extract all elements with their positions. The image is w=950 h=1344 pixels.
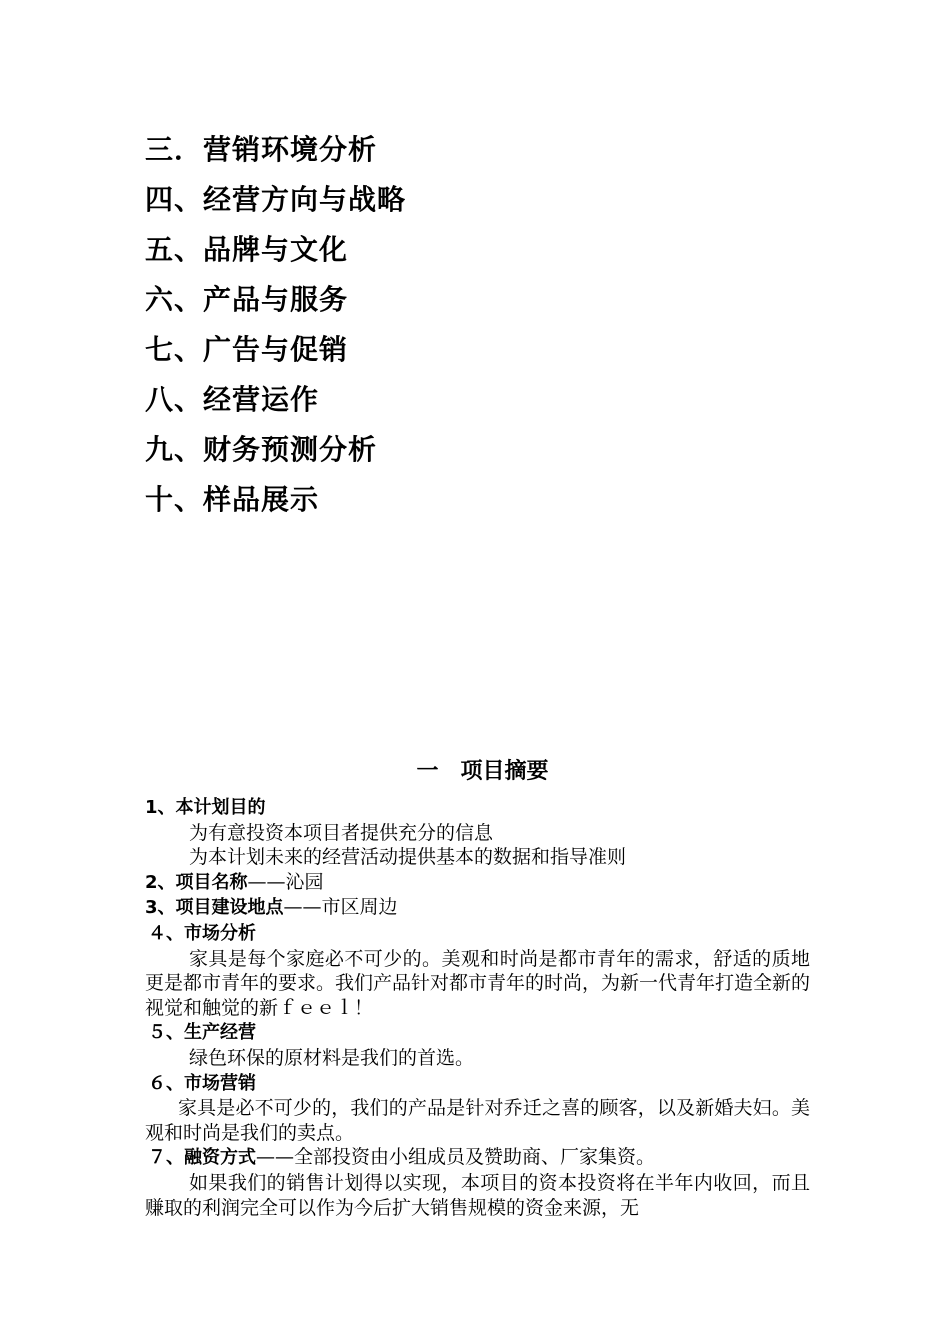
table-of-contents [145,128,845,528]
paragraph-marketing: 家具是必不可少的，我们的产品是针对乔迁之喜的顾客，以及新婚夫妇。美观和时尚是我们的卖点。 [145,1097,810,1144]
subsection-market-analysis [145,921,810,947]
subsection-project-location [145,895,810,921]
project-name-value: ——沁园 [247,870,324,893]
subsection-heading: ４、市场分析 [148,922,256,944]
toc-item-advertising-promotion: 七、广告与促销 [145,333,349,366]
section-title: 一 项目摘要 [416,759,549,784]
subsection-heading: 2、项目名称 [145,871,248,893]
toc-item-marketing-environment: 三．营销环境分析 [145,133,378,166]
paragraph-line: 为本计划未来的经营活动提供基本的数据和指导准则 [189,846,627,869]
financing-value: ——全部投资由小组成员及赞助商、厂家集资。 [256,1146,656,1169]
project-location-value: ——市区周边 [283,896,398,919]
subsection-plan-purpose [145,795,810,821]
subsection-marketing [145,1071,810,1097]
toc-item-business-strategy: 四、经营方向与战略 [145,183,407,216]
paragraph-line: 为有意投资本项目者提供充分的信息 [189,821,494,844]
subsection-heading: 1、本计划目的 [145,797,266,818]
subsection-heading: 3、项目建设地点 [145,897,284,919]
subsection-heading: ６、市场营销 [148,1072,256,1094]
subsection-heading: ５、生产经营 [148,1022,256,1044]
subsection-project-name [145,870,810,896]
subsection-production [145,1020,810,1046]
toc-item-sample-display: 十、样品展示 [145,483,320,516]
toc-item-products-services: 六、产品与服务 [145,283,349,316]
paragraph-production: 绿色环保的原材料是我们的首选。 [189,1046,475,1069]
subsection-financing [145,1145,810,1171]
subsection-heading: ７、融资方式 [148,1147,256,1169]
toc-item-operations: 八、经营运作 [145,383,320,416]
project-summary-section [145,755,810,1220]
paragraph-financing: 如果我们的销售计划得以实现，本项目的资本投资将在半年内收回，而且赚取的利润完全可以作为今后扩大销售规模的资金来源，无 [145,1171,810,1219]
toc-item-brand-culture: 五、品牌与文化 [145,233,349,266]
toc-item-financial-forecast: 九、财务预测分析 [145,433,378,466]
paragraph-market-analysis: 家具是每个家庭必不可少的。美观和时尚是都市青年的需求，舒适的质地更是都市青年的要求。我们产品针对都市青年的时尚，为新一代青年打造全新的视觉和触觉的新ｆｅｅｌ！ [145,947,811,1019]
